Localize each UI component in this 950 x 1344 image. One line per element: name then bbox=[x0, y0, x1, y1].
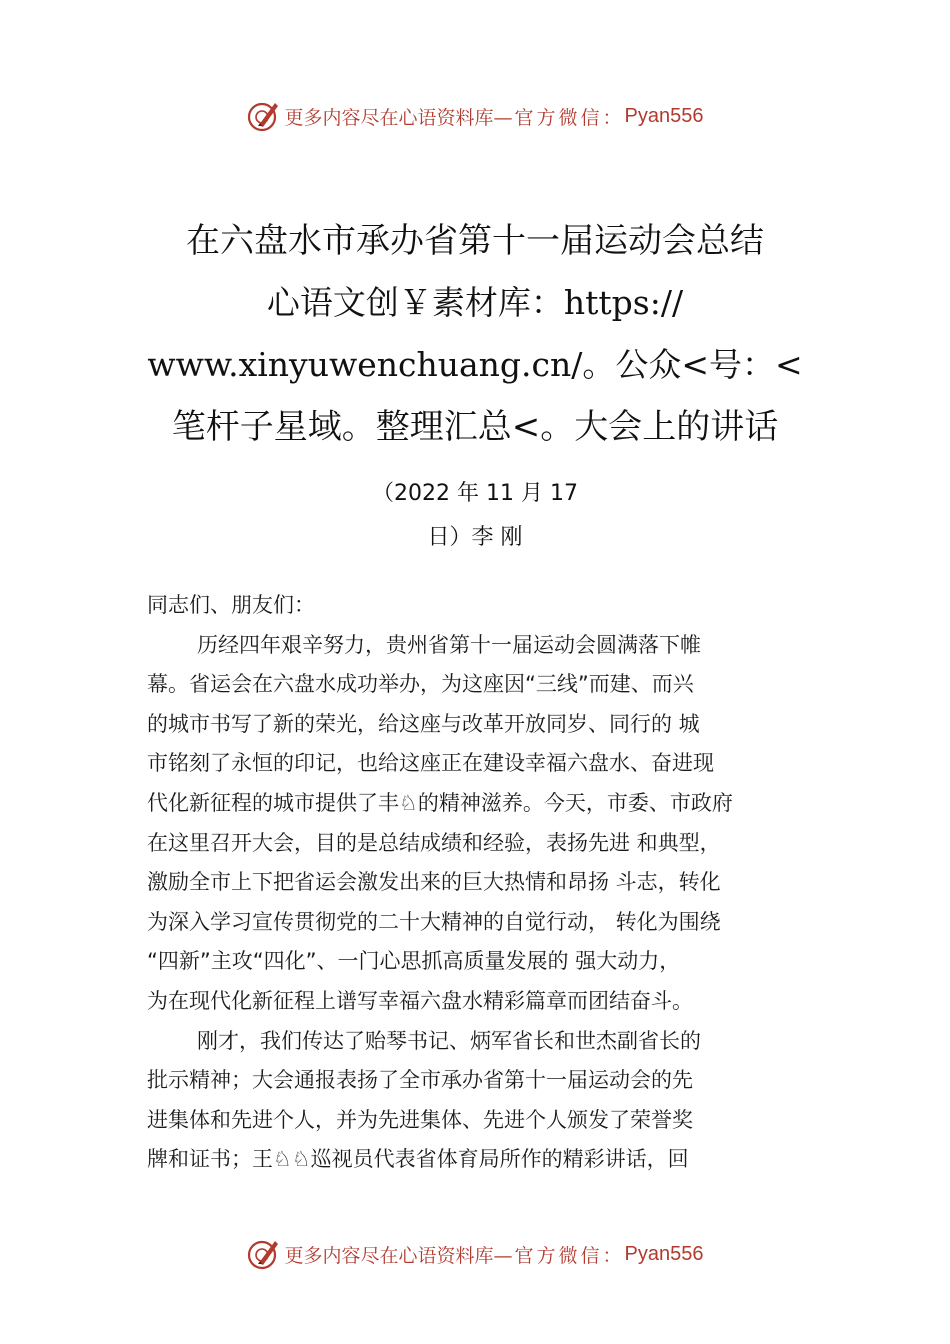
paragraph-line: 激励全市上下把省运会激发出来的巨大热情和昂扬 斗志，转化 bbox=[147, 870, 721, 895]
pen-circle-logo-icon bbox=[247, 99, 281, 133]
banner-wechat-label: 官方微信： bbox=[514, 1244, 625, 1267]
banner-brand-text: 更多内容尽在心语资料库— bbox=[284, 106, 513, 129]
paragraph-line: 幕。省运会在六盘水成功举办，为这座因“三线”而建、而兴 bbox=[147, 672, 694, 697]
title-line: 在六盘水市承办省第十一届运动会总结 bbox=[186, 221, 764, 261]
author-line: 日）李 刚 bbox=[427, 525, 523, 550]
date-line: （2022 年 11 月 17 bbox=[372, 481, 578, 506]
paragraph-line: 在这里召开大会，目的是总结成绩和经验，表扬先进 和典型， bbox=[147, 830, 721, 855]
paragraph-line: 市铭刻了永恒的印记，也给这座正在建设幸福六盘水、奋进现 bbox=[147, 751, 714, 776]
footer-banner bbox=[0, 1234, 950, 1274]
pen-circle-logo-icon bbox=[247, 1237, 281, 1271]
paragraph-line: 为在现代化新征程上谱写幸福六盘水精彩篇章而团结奋斗。 bbox=[147, 988, 693, 1013]
title-line: 心语文创￥素材库：https:// bbox=[266, 283, 684, 322]
paragraph-line: 进集体和先进个人，并为先进集体、先进个人颁发了荣誉奖 bbox=[147, 1107, 693, 1132]
paragraph-line: 的城市书写了新的荣光，给这座与改革开放同岁、同行的 城 bbox=[147, 711, 700, 736]
banner-brand-text: 更多内容尽在心语资料库— bbox=[284, 1244, 513, 1267]
paragraph-line: 历经四年艰辛努力，贵州省第十一届运动会圆满落下帷 bbox=[197, 632, 701, 657]
paragraph-line: 为深入学习宣传贯彻党的二十大精神的自觉行动， 转化为围绕 bbox=[147, 909, 721, 934]
banner-wechat-id: Pyan556 bbox=[624, 104, 704, 127]
paragraph-line: 批示精神；大会通报表扬了全市承办省第十一届运动会的先 bbox=[147, 1068, 693, 1093]
banner-wechat-label: 官方微信： bbox=[514, 106, 625, 129]
paragraph-line: 牌和证书；王♘♘巡视员代表省体育局所作的精彩讲话，回 bbox=[147, 1147, 689, 1172]
header-banner bbox=[0, 96, 950, 136]
speech-body bbox=[147, 586, 837, 1180]
title-line: www.xinyuwenchuang.cn/。公众<号：< bbox=[147, 345, 803, 384]
salutation: 同志们、朋友们： bbox=[147, 593, 315, 617]
document-title bbox=[120, 210, 830, 458]
banner-wechat-id: Pyan556 bbox=[624, 1242, 704, 1265]
paragraph-line: 代化新征程的城市提供了丰♘的精神滋养。今天，市委、市政府 bbox=[147, 790, 733, 815]
paragraph-line: “四新”主攻“四化”、一门心思抓高质量发展的 强大动力， bbox=[147, 949, 681, 974]
paragraph-line: 刚才，我们传达了贻琴书记、炳军省长和世杰副省长的 bbox=[197, 1028, 701, 1053]
title-line: 笔杆子星域。整理汇总<。大会上的讲话 bbox=[171, 407, 779, 447]
